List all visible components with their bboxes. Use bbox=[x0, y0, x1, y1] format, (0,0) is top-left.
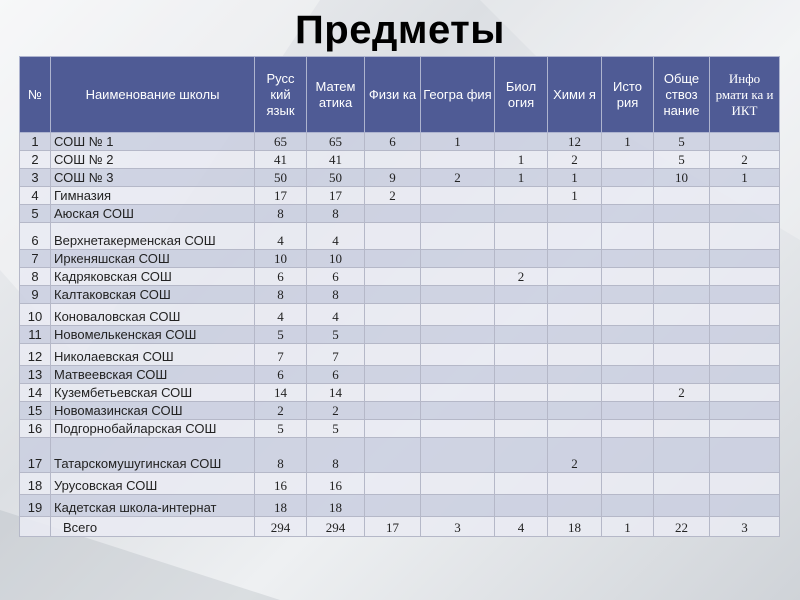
cell-informatics: 2 bbox=[710, 151, 780, 169]
cell-history bbox=[602, 250, 654, 268]
cell-history: 1 bbox=[602, 133, 654, 151]
cell-informatics bbox=[710, 438, 780, 473]
cell-biology bbox=[495, 438, 548, 473]
cell-physics bbox=[365, 438, 421, 473]
cell-chemistry bbox=[548, 268, 602, 286]
cell-informatics bbox=[710, 268, 780, 286]
cell-physics bbox=[365, 384, 421, 402]
row-number: 5 bbox=[20, 205, 51, 223]
cell-physics bbox=[365, 151, 421, 169]
cell-biology bbox=[495, 344, 548, 366]
cell-math: 50 bbox=[307, 169, 365, 187]
cell-geography bbox=[421, 384, 495, 402]
cell-history bbox=[602, 205, 654, 223]
cell-chemistry bbox=[548, 286, 602, 304]
cell-history bbox=[602, 438, 654, 473]
table-row bbox=[20, 133, 780, 151]
cell-geography bbox=[421, 420, 495, 438]
header-biology: Биол огия bbox=[495, 57, 548, 133]
cell-history bbox=[602, 169, 654, 187]
cell-chemistry bbox=[548, 420, 602, 438]
cell-geography bbox=[421, 151, 495, 169]
cell-chemistry bbox=[548, 473, 602, 495]
cell-biology: 2 bbox=[495, 268, 548, 286]
cell-geography bbox=[421, 223, 495, 250]
total-geography: 3 bbox=[421, 517, 495, 537]
header-history: Исто рия bbox=[602, 57, 654, 133]
cell-social bbox=[654, 304, 710, 326]
cell-russian: 5 bbox=[255, 420, 307, 438]
table-row bbox=[20, 169, 780, 187]
school-name: Кадетская школа-интернат bbox=[51, 495, 255, 517]
cell-social bbox=[654, 495, 710, 517]
cell-chemistry bbox=[548, 205, 602, 223]
cell-math: 8 bbox=[307, 205, 365, 223]
cell-informatics bbox=[710, 223, 780, 250]
row-number: 17 bbox=[20, 438, 51, 473]
cell-social bbox=[654, 438, 710, 473]
table-row bbox=[20, 473, 780, 495]
total-informatics: 3 bbox=[710, 517, 780, 537]
cell-russian: 4 bbox=[255, 223, 307, 250]
school-name: Кадряковская СОШ bbox=[51, 268, 255, 286]
cell-biology bbox=[495, 420, 548, 438]
cell-history bbox=[602, 473, 654, 495]
cell-russian: 17 bbox=[255, 187, 307, 205]
cell-informatics bbox=[710, 420, 780, 438]
cell-social bbox=[654, 223, 710, 250]
cell-biology bbox=[495, 250, 548, 268]
cell-informatics bbox=[710, 250, 780, 268]
row-number: 10 bbox=[20, 304, 51, 326]
row-number: 11 bbox=[20, 326, 51, 344]
cell-biology bbox=[495, 286, 548, 304]
cell-russian: 50 bbox=[255, 169, 307, 187]
row-number: 15 bbox=[20, 402, 51, 420]
cell-history bbox=[602, 495, 654, 517]
cell-biology bbox=[495, 304, 548, 326]
cell-biology bbox=[495, 187, 548, 205]
row-number: 8 bbox=[20, 268, 51, 286]
cell-social bbox=[654, 250, 710, 268]
cell-geography bbox=[421, 344, 495, 366]
cell-geography bbox=[421, 473, 495, 495]
cell-physics bbox=[365, 223, 421, 250]
subjects-table bbox=[19, 56, 780, 537]
cell-biology: 1 bbox=[495, 169, 548, 187]
row-number: 12 bbox=[20, 344, 51, 366]
total-russian: 294 bbox=[255, 517, 307, 537]
cell-physics: 6 bbox=[365, 133, 421, 151]
cell-history bbox=[602, 187, 654, 205]
cell-history bbox=[602, 268, 654, 286]
cell-math: 41 bbox=[307, 151, 365, 169]
page-title: Предметы bbox=[295, 8, 505, 52]
table-row bbox=[20, 384, 780, 402]
cell-math: 14 bbox=[307, 384, 365, 402]
cell-biology bbox=[495, 326, 548, 344]
school-name: Новомелькенская СОШ bbox=[51, 326, 255, 344]
school-name: Матвеевская СОШ bbox=[51, 366, 255, 384]
cell-physics bbox=[365, 495, 421, 517]
total-chemistry: 18 bbox=[548, 517, 602, 537]
cell-chemistry bbox=[548, 366, 602, 384]
cell-history bbox=[602, 402, 654, 420]
cell-russian: 6 bbox=[255, 366, 307, 384]
cell-informatics bbox=[710, 286, 780, 304]
cell-geography bbox=[421, 304, 495, 326]
cell-physics bbox=[365, 326, 421, 344]
table-row bbox=[20, 268, 780, 286]
school-name: Урусовская СОШ bbox=[51, 473, 255, 495]
cell-russian: 41 bbox=[255, 151, 307, 169]
cell-informatics: 1 bbox=[710, 169, 780, 187]
table-row bbox=[20, 151, 780, 169]
total-history: 1 bbox=[602, 517, 654, 537]
school-name: Кузембетьевская СОШ bbox=[51, 384, 255, 402]
cell-russian: 16 bbox=[255, 473, 307, 495]
cell-history bbox=[602, 151, 654, 169]
table-row bbox=[20, 366, 780, 384]
cell-chemistry bbox=[548, 223, 602, 250]
cell-chemistry bbox=[548, 402, 602, 420]
cell-social bbox=[654, 473, 710, 495]
cell-russian: 65 bbox=[255, 133, 307, 151]
cell-russian: 4 bbox=[255, 304, 307, 326]
cell-informatics bbox=[710, 473, 780, 495]
table-row bbox=[20, 223, 780, 250]
school-name: Калтаковская СОШ bbox=[51, 286, 255, 304]
cell-social bbox=[654, 205, 710, 223]
cell-history bbox=[602, 344, 654, 366]
cell-math: 65 bbox=[307, 133, 365, 151]
table-row bbox=[20, 402, 780, 420]
header-row bbox=[20, 57, 780, 133]
cell-math: 8 bbox=[307, 438, 365, 473]
cell-social bbox=[654, 402, 710, 420]
cell-physics bbox=[365, 402, 421, 420]
cell-history bbox=[602, 304, 654, 326]
cell-social: 5 bbox=[654, 151, 710, 169]
table-row bbox=[20, 420, 780, 438]
cell-biology: 1 bbox=[495, 151, 548, 169]
header-informatics: Инфо рмати ка и ИКТ bbox=[710, 57, 780, 133]
cell-geography bbox=[421, 495, 495, 517]
table-row bbox=[20, 438, 780, 473]
cell-informatics bbox=[710, 384, 780, 402]
table-row bbox=[20, 304, 780, 326]
cell-biology bbox=[495, 402, 548, 420]
cell-chemistry bbox=[548, 250, 602, 268]
row-number: 3 bbox=[20, 169, 51, 187]
school-name: Подгорнобайларская СОШ bbox=[51, 420, 255, 438]
cell-math: 6 bbox=[307, 268, 365, 286]
cell-history bbox=[602, 384, 654, 402]
header-geography: Геогра фия bbox=[421, 57, 495, 133]
cell-social: 5 bbox=[654, 133, 710, 151]
header-russian: Русс кий язык bbox=[255, 57, 307, 133]
cell-physics bbox=[365, 473, 421, 495]
table-row bbox=[20, 286, 780, 304]
cell-russian: 18 bbox=[255, 495, 307, 517]
school-name: Коноваловская СОШ bbox=[51, 304, 255, 326]
header-chemistry: Хими я bbox=[548, 57, 602, 133]
school-name: СОШ № 1 bbox=[51, 133, 255, 151]
total-physics: 17 bbox=[365, 517, 421, 537]
school-name: СОШ № 3 bbox=[51, 169, 255, 187]
cell-math: 16 bbox=[307, 473, 365, 495]
cell-chemistry bbox=[548, 304, 602, 326]
cell-biology bbox=[495, 223, 548, 250]
cell-math: 5 bbox=[307, 326, 365, 344]
total-math: 294 bbox=[307, 517, 365, 537]
table-row bbox=[20, 326, 780, 344]
cell-chemistry: 12 bbox=[548, 133, 602, 151]
row-number: 18 bbox=[20, 473, 51, 495]
cell-russian: 5 bbox=[255, 326, 307, 344]
row-number: 4 bbox=[20, 187, 51, 205]
cell-geography: 1 bbox=[421, 133, 495, 151]
cell-chemistry: 2 bbox=[548, 151, 602, 169]
cell-informatics bbox=[710, 402, 780, 420]
cell-biology bbox=[495, 366, 548, 384]
cell-informatics bbox=[710, 133, 780, 151]
cell-physics bbox=[365, 420, 421, 438]
row-number: 14 bbox=[20, 384, 51, 402]
school-name: Верхнетакерменская СОШ bbox=[51, 223, 255, 250]
cell-chemistry: 2 bbox=[548, 438, 602, 473]
cell-math: 4 bbox=[307, 304, 365, 326]
cell-russian: 8 bbox=[255, 205, 307, 223]
cell-chemistry bbox=[548, 344, 602, 366]
header-social: Обще ствоз нание bbox=[654, 57, 710, 133]
cell-geography bbox=[421, 268, 495, 286]
cell-physics bbox=[365, 344, 421, 366]
cell-biology bbox=[495, 133, 548, 151]
cell-geography bbox=[421, 250, 495, 268]
school-name: Новомазинская СОШ bbox=[51, 402, 255, 420]
school-name: Гимназия bbox=[51, 187, 255, 205]
cell-social bbox=[654, 268, 710, 286]
cell-history bbox=[602, 286, 654, 304]
total-label: Всего bbox=[51, 517, 255, 537]
row-number: 6 bbox=[20, 223, 51, 250]
total-social: 22 bbox=[654, 517, 710, 537]
row-number: 1 bbox=[20, 133, 51, 151]
row-number: 16 bbox=[20, 420, 51, 438]
cell-physics bbox=[365, 205, 421, 223]
cell-physics: 9 bbox=[365, 169, 421, 187]
cell-geography bbox=[421, 402, 495, 420]
cell-informatics bbox=[710, 366, 780, 384]
cell-physics bbox=[365, 366, 421, 384]
school-name: Татарскомушугинская СОШ bbox=[51, 438, 255, 473]
cell-social: 2 bbox=[654, 384, 710, 402]
header-number: № bbox=[20, 57, 51, 133]
cell-math: 6 bbox=[307, 366, 365, 384]
cell-physics bbox=[365, 250, 421, 268]
cell-geography bbox=[421, 286, 495, 304]
cell-chemistry bbox=[548, 495, 602, 517]
cell-social bbox=[654, 344, 710, 366]
total-biology: 4 bbox=[495, 517, 548, 537]
row-number: 19 bbox=[20, 495, 51, 517]
school-name: Николаевская СОШ bbox=[51, 344, 255, 366]
cell-physics bbox=[365, 268, 421, 286]
header-math: Матем атика bbox=[307, 57, 365, 133]
cell-math: 18 bbox=[307, 495, 365, 517]
row-number: 9 bbox=[20, 286, 51, 304]
cell-social bbox=[654, 326, 710, 344]
row-number: 7 bbox=[20, 250, 51, 268]
cell-history bbox=[602, 366, 654, 384]
cell-geography bbox=[421, 326, 495, 344]
total-row bbox=[20, 517, 780, 537]
cell-russian: 7 bbox=[255, 344, 307, 366]
cell-physics bbox=[365, 286, 421, 304]
cell-math: 8 bbox=[307, 286, 365, 304]
table-row bbox=[20, 344, 780, 366]
school-name: СОШ № 2 bbox=[51, 151, 255, 169]
cell-geography bbox=[421, 366, 495, 384]
cell-history bbox=[602, 420, 654, 438]
cell-biology bbox=[495, 473, 548, 495]
total-row-number bbox=[20, 517, 51, 537]
table-row bbox=[20, 187, 780, 205]
cell-history bbox=[602, 223, 654, 250]
cell-math: 10 bbox=[307, 250, 365, 268]
cell-informatics bbox=[710, 495, 780, 517]
cell-math: 5 bbox=[307, 420, 365, 438]
cell-russian: 6 bbox=[255, 268, 307, 286]
header-school: Наименование школы bbox=[51, 57, 255, 133]
school-name: Иркеняшская СОШ bbox=[51, 250, 255, 268]
cell-informatics bbox=[710, 344, 780, 366]
cell-russian: 10 bbox=[255, 250, 307, 268]
cell-informatics bbox=[710, 326, 780, 344]
cell-social bbox=[654, 366, 710, 384]
cell-physics: 2 bbox=[365, 187, 421, 205]
cell-russian: 8 bbox=[255, 438, 307, 473]
table-row bbox=[20, 250, 780, 268]
cell-informatics bbox=[710, 187, 780, 205]
table-row bbox=[20, 205, 780, 223]
school-name: Аюская СОШ bbox=[51, 205, 255, 223]
cell-chemistry bbox=[548, 326, 602, 344]
cell-math: 17 bbox=[307, 187, 365, 205]
cell-russian: 8 bbox=[255, 286, 307, 304]
row-number: 2 bbox=[20, 151, 51, 169]
cell-social: 10 bbox=[654, 169, 710, 187]
cell-social bbox=[654, 286, 710, 304]
cell-russian: 14 bbox=[255, 384, 307, 402]
table-row bbox=[20, 495, 780, 517]
table-body bbox=[20, 133, 780, 537]
cell-chemistry: 1 bbox=[548, 187, 602, 205]
cell-biology bbox=[495, 495, 548, 517]
cell-biology bbox=[495, 384, 548, 402]
cell-math: 2 bbox=[307, 402, 365, 420]
cell-math: 4 bbox=[307, 223, 365, 250]
cell-informatics bbox=[710, 205, 780, 223]
cell-biology bbox=[495, 205, 548, 223]
cell-math: 7 bbox=[307, 344, 365, 366]
cell-history bbox=[602, 326, 654, 344]
cell-physics bbox=[365, 304, 421, 326]
cell-russian: 2 bbox=[255, 402, 307, 420]
cell-chemistry bbox=[548, 384, 602, 402]
row-number: 13 bbox=[20, 366, 51, 384]
header-physics: Физи ка bbox=[365, 57, 421, 133]
cell-social bbox=[654, 187, 710, 205]
cell-geography: 2 bbox=[421, 169, 495, 187]
cell-informatics bbox=[710, 304, 780, 326]
cell-geography bbox=[421, 187, 495, 205]
cell-geography bbox=[421, 205, 495, 223]
cell-chemistry: 1 bbox=[548, 169, 602, 187]
cell-geography bbox=[421, 438, 495, 473]
cell-social bbox=[654, 420, 710, 438]
